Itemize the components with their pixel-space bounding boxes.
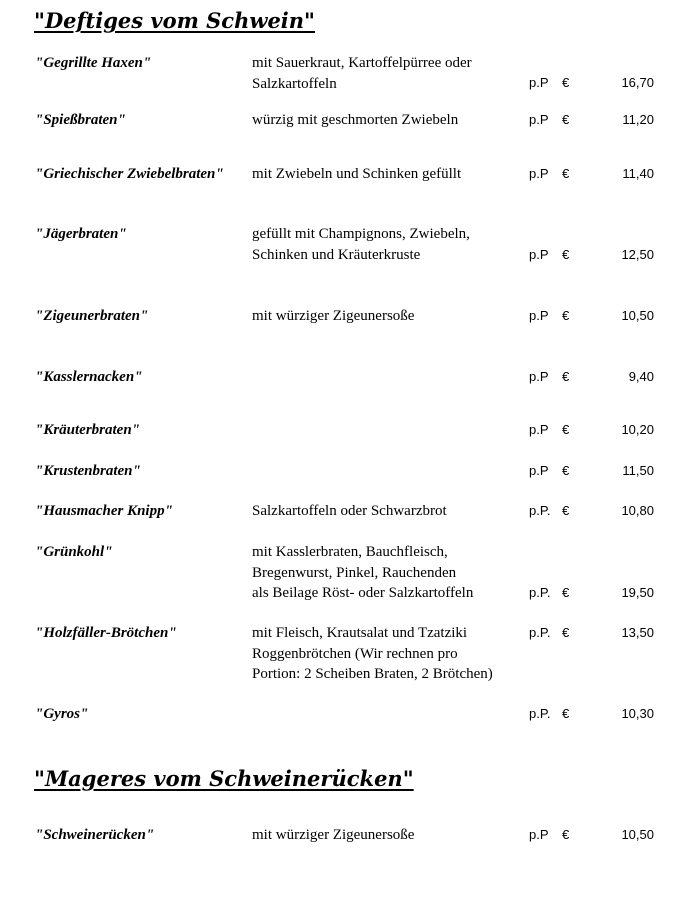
item-price: 10,30: [621, 706, 654, 721]
item-currency: €: [562, 166, 570, 181]
item-unit: p.P: [529, 827, 549, 842]
item-description: Salzkartoffeln oder Schwarzbrot: [252, 503, 447, 519]
item-price: 10,80: [621, 503, 654, 518]
item-description: mit Fleisch, Krautsalat und Tzatziki Roggenbrötchen (Wir rechnen pro Portion: 2 Scheiben Braten, 2 Brötchen): [252, 625, 493, 682]
item-name: "Hausmacher Knipp": [35, 503, 173, 519]
item-name: "Zigeunerbraten": [35, 308, 149, 324]
item-name: "Jägerbraten": [35, 226, 127, 242]
item-name: "Griechischer Zwiebelbraten": [35, 166, 224, 182]
item-currency: €: [562, 75, 570, 90]
item-currency: €: [562, 422, 570, 437]
item-currency: €: [562, 625, 570, 640]
item-description: würzig mit geschmorten Zwiebeln: [252, 112, 459, 128]
item-currency: €: [562, 369, 570, 384]
item-unit: p.P.: [529, 585, 551, 600]
item-price: 9,40: [628, 369, 654, 384]
item-unit: p.P: [529, 422, 549, 437]
item-price: 19,50: [621, 585, 654, 600]
item-name: "Kasslernacken": [35, 369, 143, 385]
item-currency: €: [562, 706, 570, 721]
item-description: mit Zwiebeln und Schinken gefüllt: [252, 166, 462, 182]
item-name: "Gyros": [35, 706, 89, 722]
item-description: mit Sauerkraut, Kartoffelpürree oder Salzkartoffeln: [252, 55, 472, 92]
section-heading-deftiges: "Deftiges vom Schwein": [34, 8, 315, 33]
item-currency: €: [562, 112, 570, 127]
item-currency: €: [562, 503, 570, 518]
item-name: "Grünkohl": [35, 544, 113, 560]
item-currency: €: [562, 463, 570, 478]
item-price: 10,50: [621, 308, 654, 323]
item-currency: €: [562, 585, 570, 600]
item-price: 11,40: [622, 166, 654, 181]
item-description: mit würziger Zigeunersoße: [252, 308, 415, 324]
item-price: 16,70: [621, 75, 654, 90]
item-unit: p.P: [529, 463, 549, 478]
item-name: "Krustenbraten": [35, 463, 141, 479]
item-price: 10,50: [621, 827, 654, 842]
item-unit: p.P: [529, 112, 549, 127]
item-unit: p.P: [529, 247, 549, 262]
item-price: 10,20: [621, 422, 654, 437]
item-unit: p.P: [529, 166, 549, 181]
item-name: "Kräuterbraten": [35, 422, 141, 438]
item-unit: p.P: [529, 369, 549, 384]
item-price: 11,20: [622, 112, 654, 127]
item-name: "Gegrillte Haxen": [35, 55, 152, 71]
item-name: "Schweinerücken": [35, 827, 155, 843]
item-description: gefüllt mit Champignons, Zwiebeln, Schinken und Kräuterkruste: [252, 226, 470, 263]
item-description: mit würziger Zigeunersoße: [252, 827, 415, 843]
item-name: "Spießbraten": [35, 112, 126, 128]
item-name: "Holzfäller-Brötchen": [35, 625, 177, 641]
section-heading-mageres: "Mageres vom Schweinerücken": [34, 766, 414, 791]
item-price: 13,50: [621, 625, 654, 640]
item-unit: p.P: [529, 308, 549, 323]
item-currency: €: [562, 247, 570, 262]
item-unit: p.P: [529, 75, 549, 90]
item-price: 11,50: [622, 463, 654, 478]
item-price: 12,50: [621, 247, 654, 262]
item-currency: €: [562, 827, 570, 842]
item-unit: p.P.: [529, 706, 551, 721]
item-description: mit Kasslerbraten, Bauchfleisch, Bregenwurst, Pinkel, Rauchenden als Beilage Röst- oder Salzkartoffeln: [252, 544, 474, 601]
item-unit: p.P.: [529, 503, 551, 518]
item-unit: p.P.: [529, 625, 551, 640]
item-currency: €: [562, 308, 570, 323]
